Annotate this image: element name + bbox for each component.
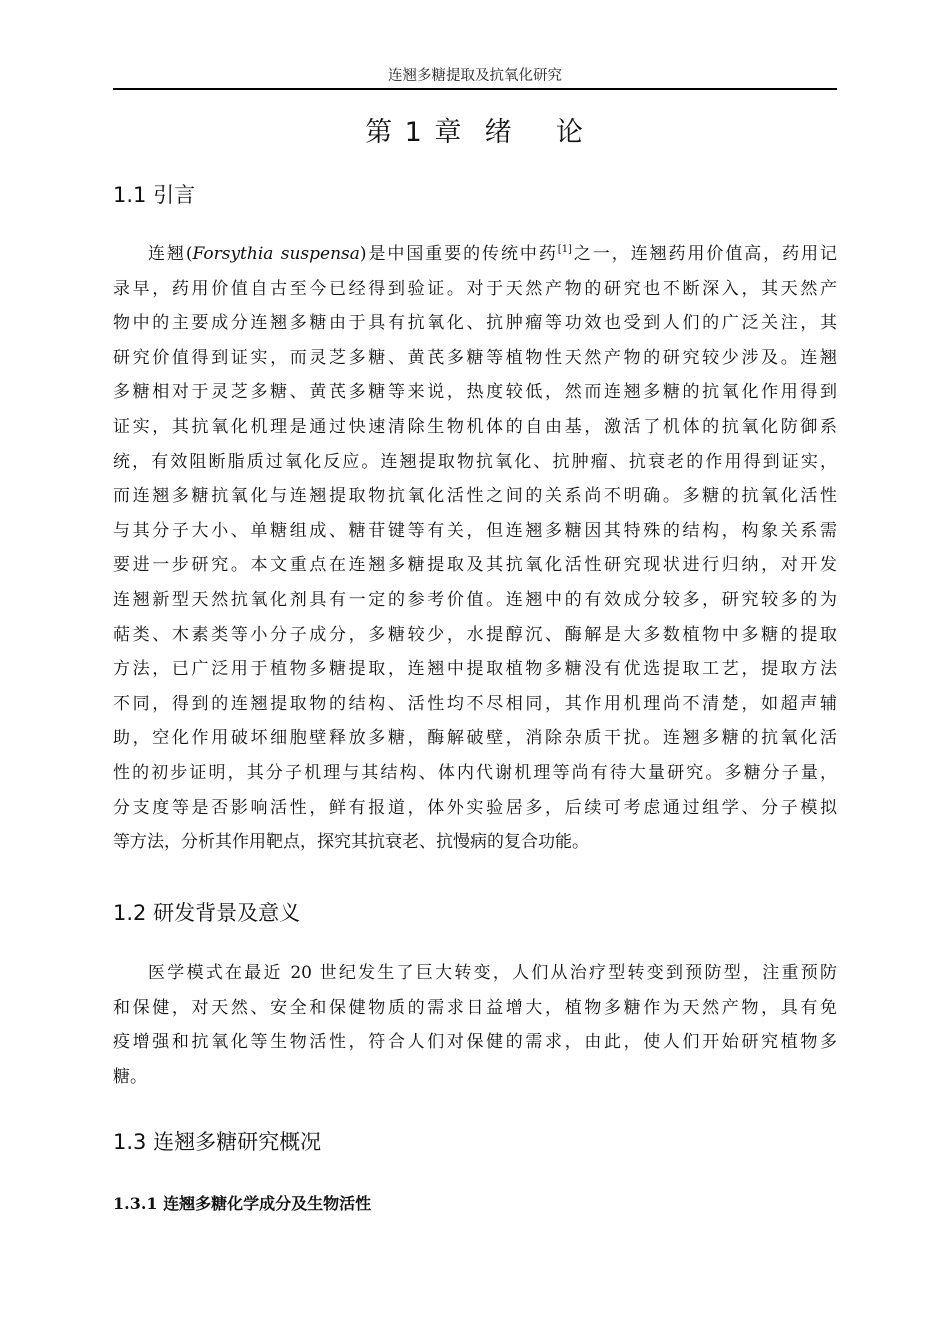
running-header: 连翘多糖提取及抗氧化研究 (388, 68, 562, 84)
paragraph-line: 而连翘多糖抗氧化与连翘提取物抗氧化活性之间的关系尚不明确。多糖的抗氧化活性 (113, 486, 837, 507)
paragraph-line: 多糖相对于灵芝多糖、黄芪多糖等来说，热度较低，然而连翘多糖的抗氧化作用得到 (113, 382, 837, 403)
paragraph-line (113, 237, 837, 272)
section-heading-1-1: 1.1 引言 (113, 183, 196, 207)
paragraph-line: 方法，已广泛用于植物多糖提取，连翘中提取植物多糖没有优选提取工艺，提取方法 (113, 659, 837, 680)
paragraph-line: 证实，其抗氧化机理是通过快速清除生物机体的自由基，激活了机体的抗氧化防御系 (113, 416, 837, 437)
text-run: )是中国重要的传统中药 (359, 244, 558, 264)
text-run: 之一，连翘药用价值高，药用记 (571, 244, 838, 264)
paragraph-line: 性的初步证明，其分子机理与其结构、体内代谢机理等尚有待大量研究。多糖分子量， (113, 762, 837, 783)
paragraph-background (113, 956, 837, 1094)
paragraph-line: 等方法，分析其作用靶点，探究其抗衰老、抗慢病的复合功能。 (113, 832, 589, 853)
paragraph-line: 与其分子大小、单糖组成、糖苷键等有关，但连翘多糖因其特殊的结构，构象关系需 (113, 520, 837, 541)
paragraph-line: 不同，得到的连翘提取物的结构、活性均不尽相同，其作用机理尚不清楚，如超声辅 (113, 693, 837, 714)
section-heading-1-3: 1.3 连翘多糖研究概况 (113, 1130, 322, 1154)
paragraph-line: 连翘新型天然抗氧化剂具有一定的参考价值。连翘中的有效成分较多，研究较多的为 (113, 589, 837, 610)
paragraph-line: 助，空化作用破坏细胞壁释放多糖，酶解破壁，消除杂质干扰。连翘多糖的抗氧化活 (113, 728, 837, 749)
paragraph-line: 糖。 (113, 1066, 147, 1087)
latin-name: Forsythia suspensa (192, 244, 360, 264)
paragraph-line: 医学模式在最近 20 世纪发生了巨大转变，人们从治疗型转变到预防型，注重预防 (148, 963, 837, 983)
paragraph-line: 统，有效阻断脂质过氧化反应。连翘提取物抗氧化、抗肿瘤、抗衰老的作用得到证实， (113, 451, 837, 472)
paragraph-line: 物中的主要成分连翘多糖由于具有抗氧化、抗肿瘤等功效也受到人们的广泛关注，其 (113, 313, 837, 334)
paragraph-line: 疫增强和抗氧化等生物活性，符合人们对保健的需求，由此，使人们开始研究植物多 (113, 1032, 837, 1053)
subsection-heading-1-3-1: 1.3.1 连翘多糖化学成分及生物活性 (113, 1194, 372, 1213)
paragraph-line: 萜类、木素类等小分子成分，多糖较少，水提醇沉、酶解是大多数植物中多糖的提取 (113, 624, 837, 645)
paragraph-line: 和保健，对天然、安全和保健物质的需求日益增大，植物多糖作为天然产物，具有免 (113, 997, 837, 1018)
header-rule (113, 88, 837, 90)
paragraph-line: 要进一步研究。本文重点在连翘多糖提取及其抗氧化活性研究现状进行归纳，对开发 (113, 555, 837, 576)
paragraph-line: 分支度等是否影响活性，鲜有报道，体外实验居多，后续可考虑通过组学、分子模拟 (113, 797, 837, 818)
chapter-title: 第 1 章 绪 论 (365, 117, 585, 148)
paragraph-introduction (113, 237, 837, 860)
paragraph-line: 录早，药用价值自古至今已经得到验证。对于天然产物的研究也不断深入，其天然产 (113, 278, 837, 299)
paragraph-line: 研究价值得到证实，而灵芝多糖、黄芪多糖等植物性天然产物的研究较少涉及。连翘 (113, 347, 837, 368)
citation-ref: [1] (557, 244, 572, 255)
text-run: 连翘( (148, 244, 193, 264)
section-heading-1-2: 1.2 研发背景及意义 (113, 901, 301, 925)
